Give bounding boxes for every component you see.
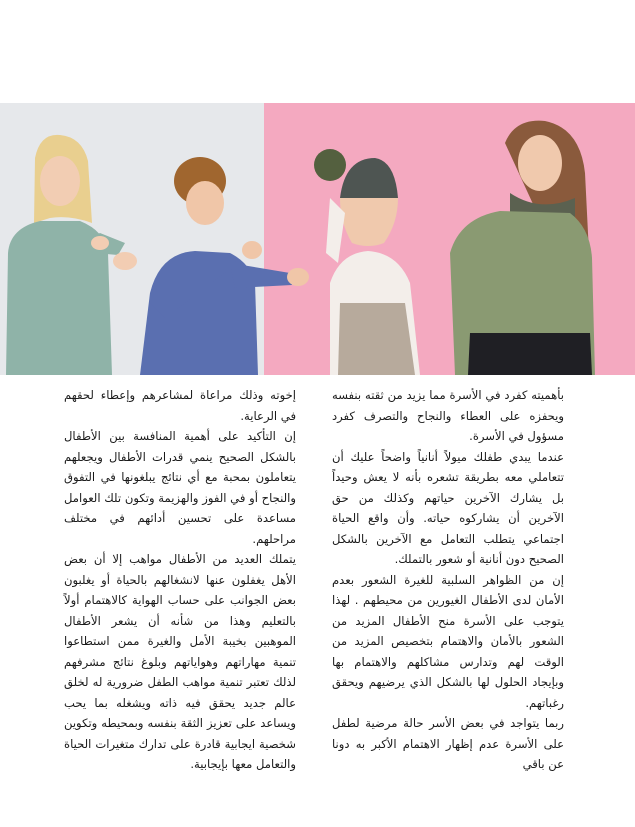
paragraph: عندما يبدي طفلك ميولاً أنانياً واضحاً عليك أن تتعاملي معه بطريقة تشعره بأنه لا يعش وحيداً بل يشارك الآخرين حياتهم وكذلك من حق الآخرين أن يشاركوه حياته. وأن واقع الحياة اجتماعي يتطلب التعامل مع الآخرين بالشكل الصحيح دون أنانية أو شعور بالتملك. [332, 449, 564, 566]
children-photo [0, 103, 635, 375]
paragraph: إن التأكيد على أهمية المنافسة بين الأطفال بالشكل الصحيح ينمي قدرات الأطفال ويجعلهم يتعاملون بمحبة مع أي نتائج يبلغونها في التفوق والنجاح أو في الفوز والهزيمة وتكون تلك العوامل مساعدة على تحسين أدائهم في مختلف مراحلهم. [64, 429, 296, 546]
paragraph: ربما يتواجد في بعض الأسر حالة مرضية لطفل على الأسرة عدم إظهار الاهتمام الأكبر به دونا عن باقي [332, 716, 564, 771]
article-column-left [64, 385, 296, 775]
paragraph: بأهميته كفرد في الأسرة مما يزيد من ثقته بنفسه ويحفزه على العطاء والنجاح والتصرف كفرد مسؤول في الأسرة. [332, 388, 564, 443]
paragraph: إن من الظواهر السلبية للغيرة الشعور بعدم الأمان لدى الأطفال الغيورين من محيطهم . لهذا يتوجب على الأسرة منح الأطفال المزيد من الشعور بالأمان والاهتمام بتخصيص المزيد من الوقت لهم وتدارس مشاكلهم والاهتمام بها وبإيجاد الحلول لها بالشكل الذي يرضيهم ويحقق رغباتهم. [332, 572, 564, 710]
article-column-right [332, 385, 564, 775]
paragraph: إخوته وذلك مراعاة لمشاعرهم وإعطاء لحقهم في الرعاية. [64, 388, 296, 423]
paragraph: يتملك العديد من الأطفال مواهب إلا أن بعض الأهل يغفلون عنها لانشغالهم بالحياة أو يغلبون بعض الجوانب على حساب الهواية كالاهتمام أولاً بالتعليم وهذا من شأنه أن يشعر الأطفال الموهبين بخيبة الأمل والغيرة ممن استطاعوا تنمية مهاراتهم وهواياتهم وبلوغ نتائج مشرفهم لذلك تعتبر تنمية مواهب الطفل ضرورية له لخلق عالم جديد يحقق فيه ذاته ويشغله بما يحب ويساعد على تعزيز الثقة بنفسه وبمحيطه وتكوين شخصية ايجابية قادرة على تدارك متغيرات الحياة والتعامل معها بإيجابية. [64, 552, 296, 771]
